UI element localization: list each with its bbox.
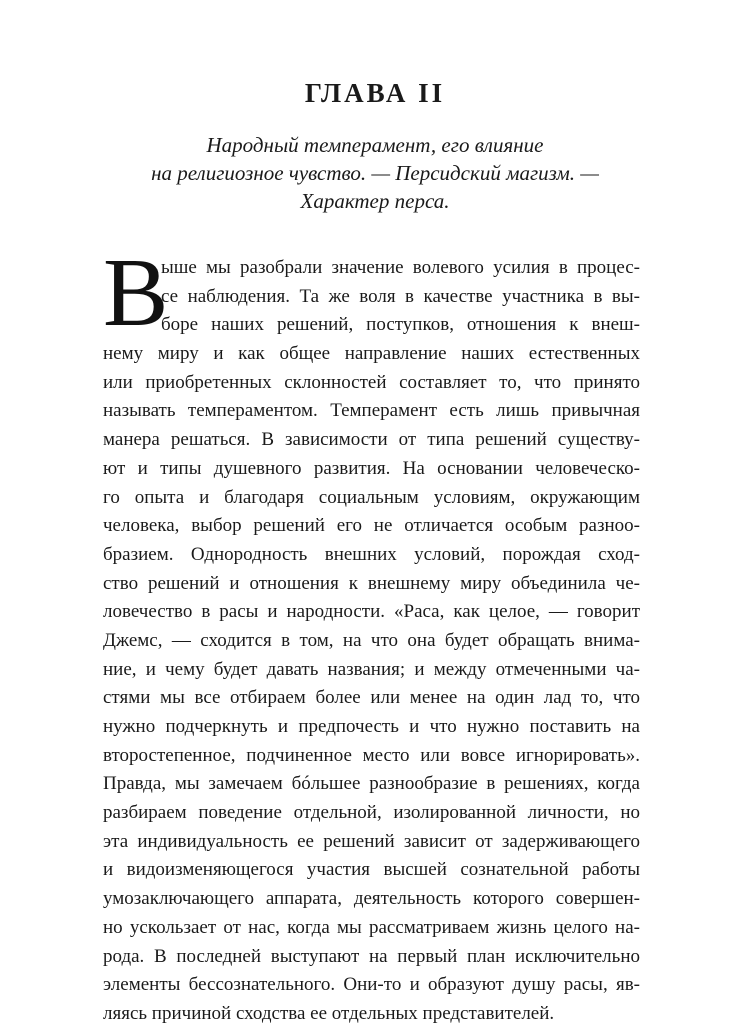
text-line: рода. В последней выступают на первый план исключительно xyxy=(103,945,640,967)
summary-line: на религиозное чувство. — Персидский магизм. — xyxy=(151,161,599,185)
text-line: человека, выбор решений его не отличается особым разноо- xyxy=(103,515,640,537)
text-line: или приобретенных склонностей составляет то, что принято xyxy=(103,371,640,393)
text-line: ние, и чему будет давать названия; и между отмеченными ча- xyxy=(103,658,640,680)
text-line: го опыта и благодаря социальным условиям, окружающим xyxy=(103,486,640,508)
text-line: бразием. Однородность внешних условий, порождая сход- xyxy=(103,543,640,565)
text-line: но ускользает от нас, когда мы рассматриваем жизнь целого на- xyxy=(103,916,640,938)
text-line: и видоизменяющегося участия высшей сознательной работы xyxy=(103,859,640,881)
summary-line: Народный темперамент, его влияние xyxy=(206,133,544,157)
text-line: эта индивидуальность ее решений зависит от задерживающего xyxy=(103,830,640,852)
text-line: Правда, мы замечаем бóльшее разнообразие в решениях, когда xyxy=(103,773,640,795)
text-line: се наблюдения. Та же воля в качестве участника в вы- xyxy=(161,285,640,307)
text-line: ляясь причиной сходства ее отдельных представителей. xyxy=(103,1002,555,1024)
text-line: боре наших решений, поступков, отношения к внеш- xyxy=(161,314,640,336)
text-line: ыше мы разобрали значение волевого усилия в процес- xyxy=(161,257,640,278)
text-line: Джемс, — сходится в том, на что она будет обращать внима- xyxy=(103,629,640,651)
text-line: ют и типы душевного развития. На основании человеческо- xyxy=(103,457,640,479)
text-line: умозаключающего аппарата, деятельность которого совершен- xyxy=(103,888,640,910)
text-line: называть темпераментом. Темперамент есть лишь привычная xyxy=(103,400,640,422)
text-line: нужно подчеркнуть и предпочесть и что нужно поставить на xyxy=(103,716,640,737)
text-line: ство решений и отношения к внешнему миру объединила че- xyxy=(103,572,640,594)
text-line: манера решаться. В зависимости от типа решений существу- xyxy=(103,429,640,451)
chapter-title: ГЛАВА II xyxy=(304,78,446,108)
drop-cap: В xyxy=(103,239,169,347)
text-line: нему миру и как общее направление наших естественных xyxy=(103,343,640,365)
text-line: ловечество в расы и народности. «Раса, как целое, — говорит xyxy=(103,601,640,623)
body-paragraph xyxy=(103,254,640,1029)
text-line: элементы бессознательного. Они-то и образуют душу расы, яв- xyxy=(103,974,640,996)
summary-line: Характер перса. xyxy=(300,189,450,213)
chapter-summary xyxy=(0,131,750,215)
text-line: стями мы все отбираем более или менее на один лад то, что xyxy=(103,687,640,709)
text-line: разбираем поведение отдельной, изолированной личности, но xyxy=(103,802,640,824)
text-line: второстепенное, подчиненное место или вовсе игнорировать». xyxy=(103,744,640,766)
